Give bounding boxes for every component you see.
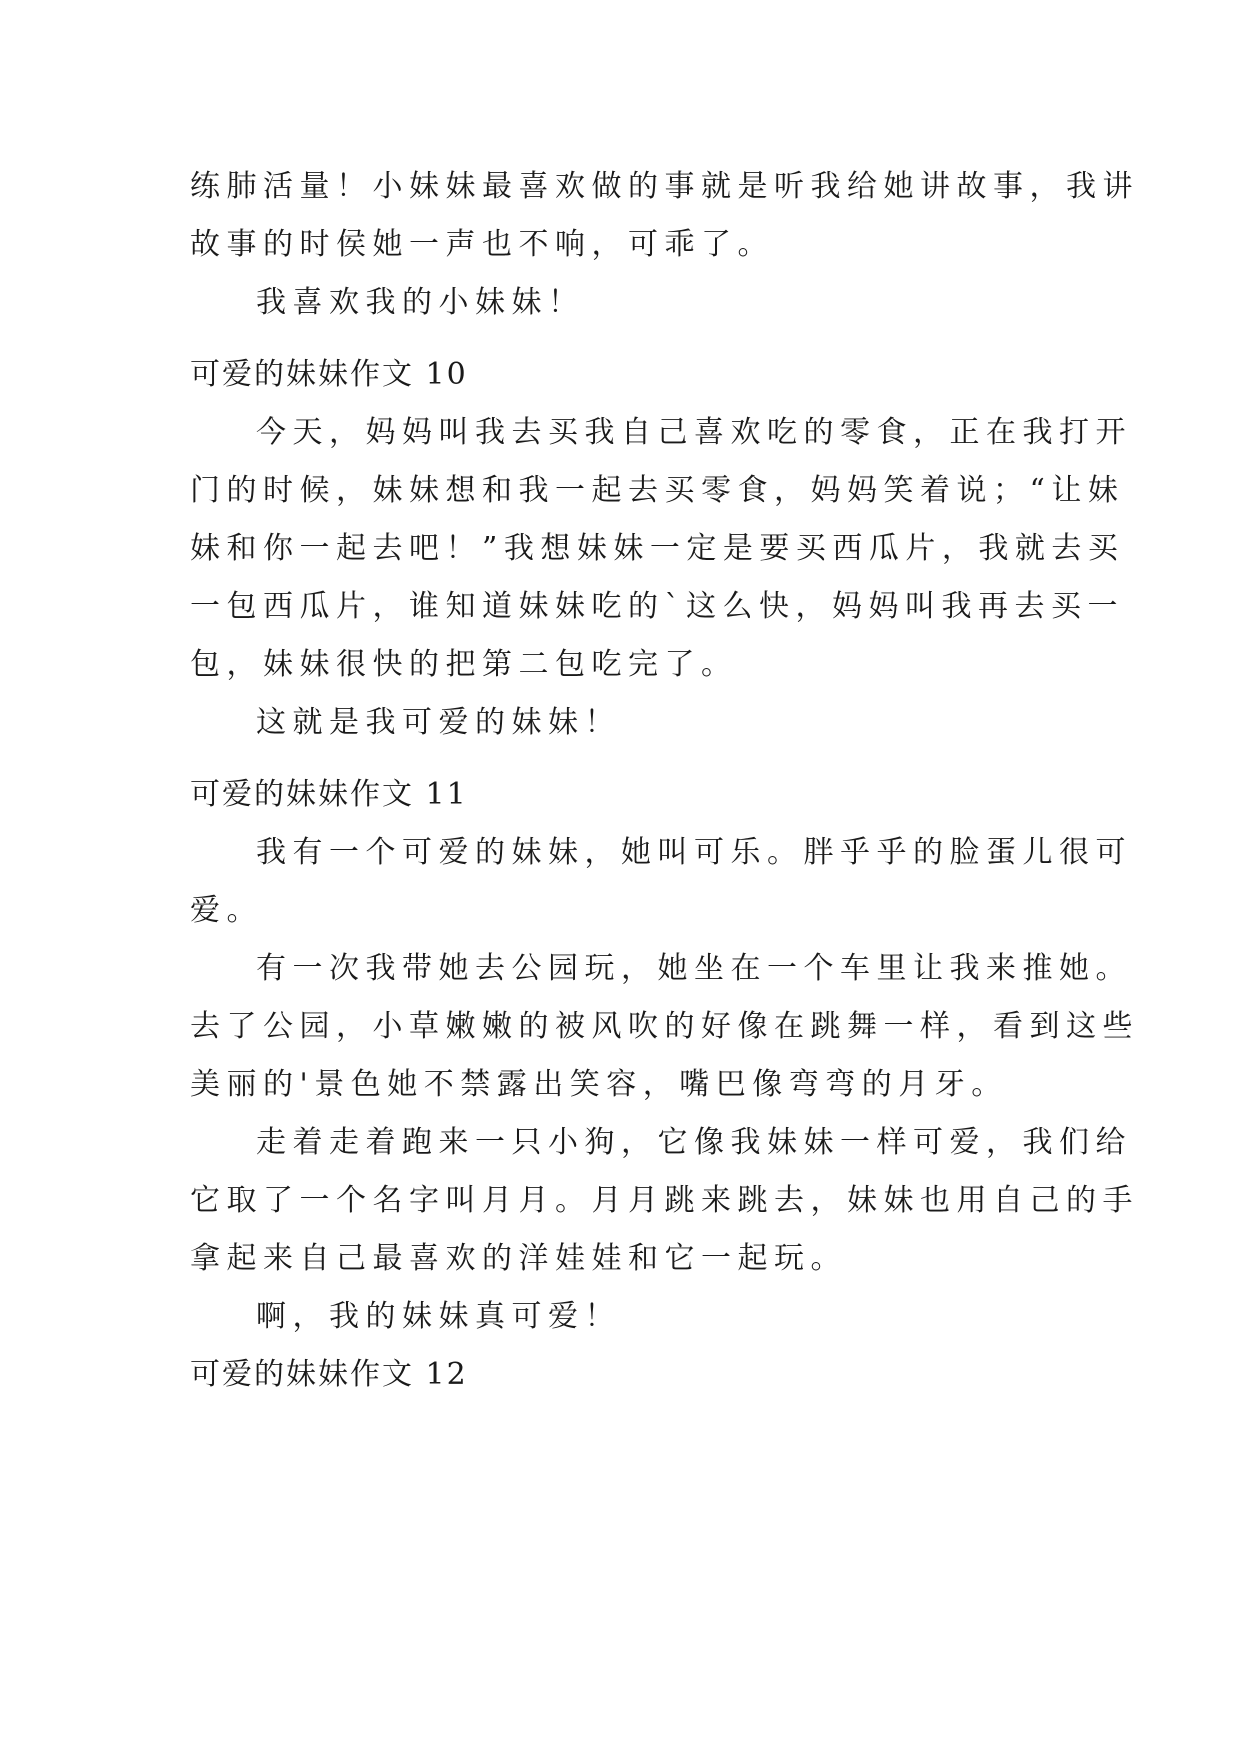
paragraph-line: 练肺活量！小妹妹最喜欢做的事就是听我给她讲故事，我讲: [190, 169, 1139, 204]
paragraph-line: 故事的时侯她一声也不响，可乖了。: [190, 227, 774, 262]
paragraph-line: 走着走着跑来一只小狗，它像我妹妹一样可爱，我们给: [256, 1125, 1132, 1160]
paragraph-line: 爱。: [190, 893, 263, 928]
paragraph-line: 去了公园，小草嫩嫩的被风吹的好像在跳舞一样，看到这些: [190, 1009, 1139, 1044]
essay-10-title: 可爱的妹妹作文 10: [190, 357, 468, 392]
essay-10-body: [190, 404, 1132, 752]
essay-9-tail: [190, 158, 1139, 332]
essay-11-title: 可爱的妹妹作文 11: [190, 777, 468, 812]
paragraph-line: 我有一个可爱的妹妹，她叫可乐。胖乎乎的脸蛋儿很可: [256, 835, 1132, 870]
essay-closing: 这就是我可爱的妹妹！: [256, 705, 621, 740]
paragraph-line: 妹和你一起去吧！”我想妹妹一定是要买西瓜片，我就去买: [190, 531, 1125, 566]
paragraph-line: 门的时候，妹妹想和我一起去买零食，妈妈笑着说；“让妹: [190, 473, 1125, 508]
paragraph-line: 包，妹妹很快的把第二包吃完了。: [190, 647, 738, 682]
paragraph-line: 今天，妈妈叫我去买我自己喜欢吃的零食，正在我打开: [256, 415, 1132, 450]
essay-closing: 啊，我的妹妹真可爱！: [256, 1299, 621, 1334]
essay-12-title: 可爱的妹妹作文 12: [190, 1357, 468, 1392]
paragraph-line: 一包西瓜片，谁知道妹妹吃的`这么快，妈妈叫我再去买一: [190, 589, 1124, 624]
essay-11-body: [190, 824, 1139, 1346]
paragraph-line: 美丽的'景色她不禁露出笑容，嘴巴像弯弯的月牙。: [190, 1067, 1008, 1102]
paragraph-line: 有一次我带她去公园玩，她坐在一个车里让我来推她。: [256, 951, 1132, 986]
paragraph-line: 它取了一个名字叫月月。月月跳来跳去，妹妹也用自己的手: [190, 1183, 1139, 1218]
paragraph-line: 拿起来自己最喜欢的洋娃娃和它一起玩。: [190, 1241, 847, 1276]
essay-closing: 我喜欢我的小妹妹！: [256, 285, 585, 320]
